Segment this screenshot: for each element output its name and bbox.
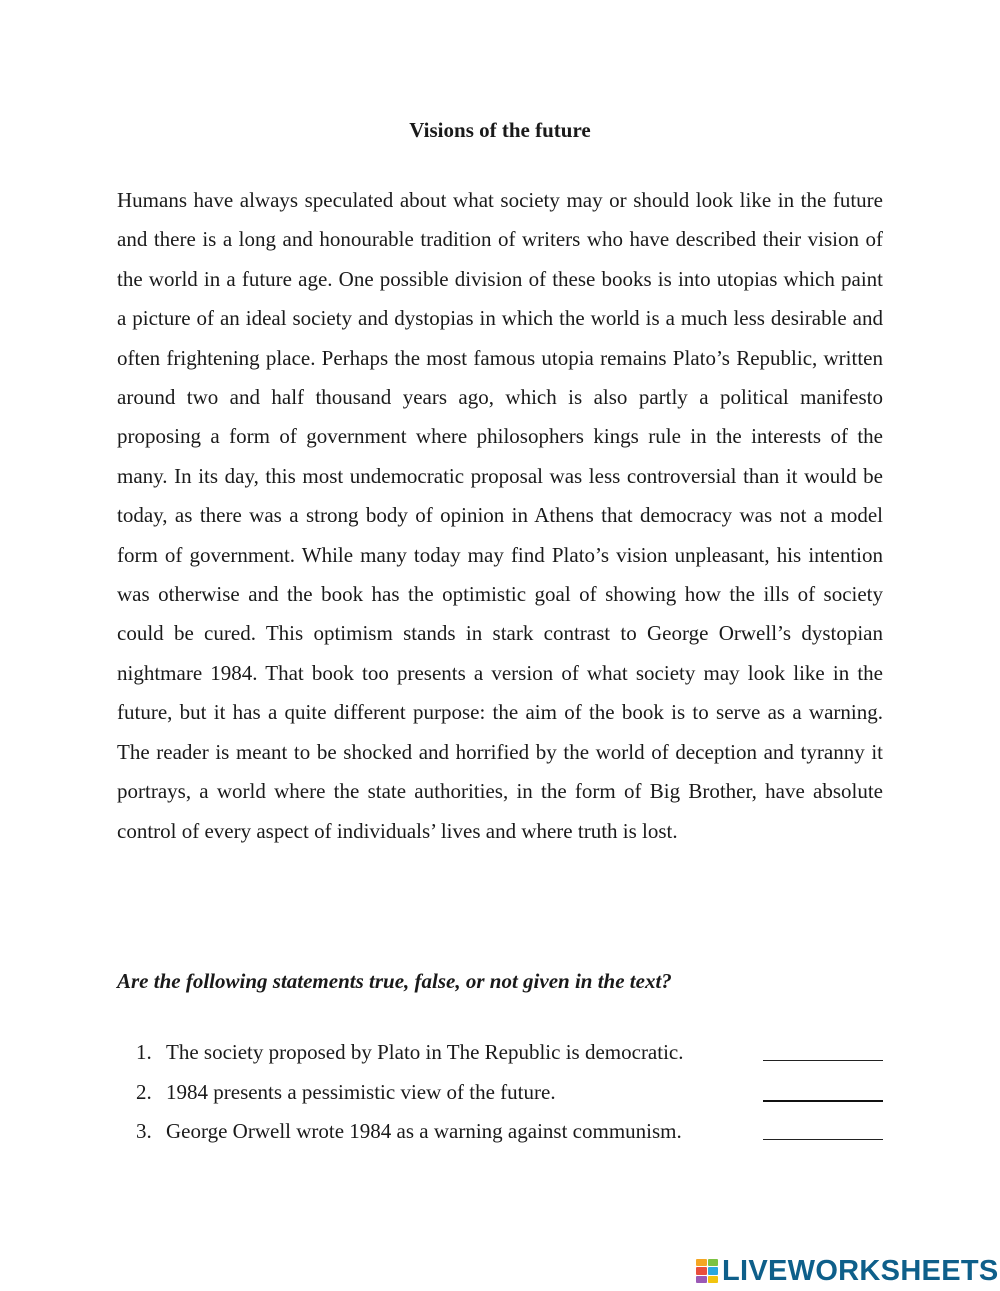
instruction-text: Are the following statements true, false, or not given in the text? — [117, 969, 672, 993]
watermark-text: LIVEWORKSHEETS — [722, 1255, 999, 1287]
statement-item-3 — [117, 1116, 883, 1156]
statement-text: The society proposed by Plato in The Republic is democratic. — [166, 1040, 684, 1064]
logo-block — [708, 1276, 719, 1283]
answer-blank-2[interactable] — [763, 1100, 883, 1102]
statement-number: 2. — [136, 1079, 152, 1104]
logo-block — [708, 1267, 719, 1274]
statement-text: George Orwell wrote 1984 as a warning against communism. — [166, 1119, 682, 1143]
answer-blank-3[interactable] — [763, 1139, 883, 1140]
reading-passage: Humans have always speculated about what society may or should look like in the future and there is a long and honourable tradition of writers who have described their vision of the world in a future age. One possible division of these books is into utopias which paint a picture of an ideal society and dystopias in which the world is a much less desirable and often frightening place. Perhaps the most famous utopia remains Plato’s Republic, written around two and half thousand years ago, which is also partly a political manifesto proposing a form of government where philosophers kings rule in the interests of the many. In its day, this most undemocratic proposal was less controversial than it would be today, as there was a strong body of opinion in Athens that democracy was not a model form of government. While many today may find Plato’s vision unpleasant, his intention was otherwise and the book has the optimistic goal of showing how the ills of society could be cured. This optimism stands in stark contrast to George Orwell’s dystopian nightmare 1984. That book too presents a version of what society may look like in the future, but it has a quite different purpose: the aim of the book is to serve as a warning. The reader is meant to be shocked and horrified by the world of deception and tyranny it portrays, a world where the state authorities, in the form of Big Brother, have absolute control of every aspect of individuals’ lives and where truth is lost. — [117, 188, 883, 843]
worksheet-title: Visions of the future — [409, 118, 591, 142]
liveworksheets-logo-icon — [696, 1259, 718, 1283]
logo-block — [696, 1259, 707, 1266]
statement-number: 3. — [136, 1119, 152, 1143]
logo-block — [696, 1267, 707, 1274]
liveworksheets-watermark — [696, 1255, 999, 1287]
statement-list — [117, 1037, 883, 1156]
statement-item-1 — [117, 1037, 883, 1077]
logo-block — [708, 1259, 719, 1266]
answer-blank-1[interactable] — [763, 1060, 883, 1061]
statement-text: 1984 presents a pessimistic view of the future. — [166, 1079, 556, 1104]
logo-block — [696, 1276, 707, 1283]
statement-item-2 — [117, 1077, 883, 1117]
statement-number: 1. — [136, 1040, 152, 1064]
